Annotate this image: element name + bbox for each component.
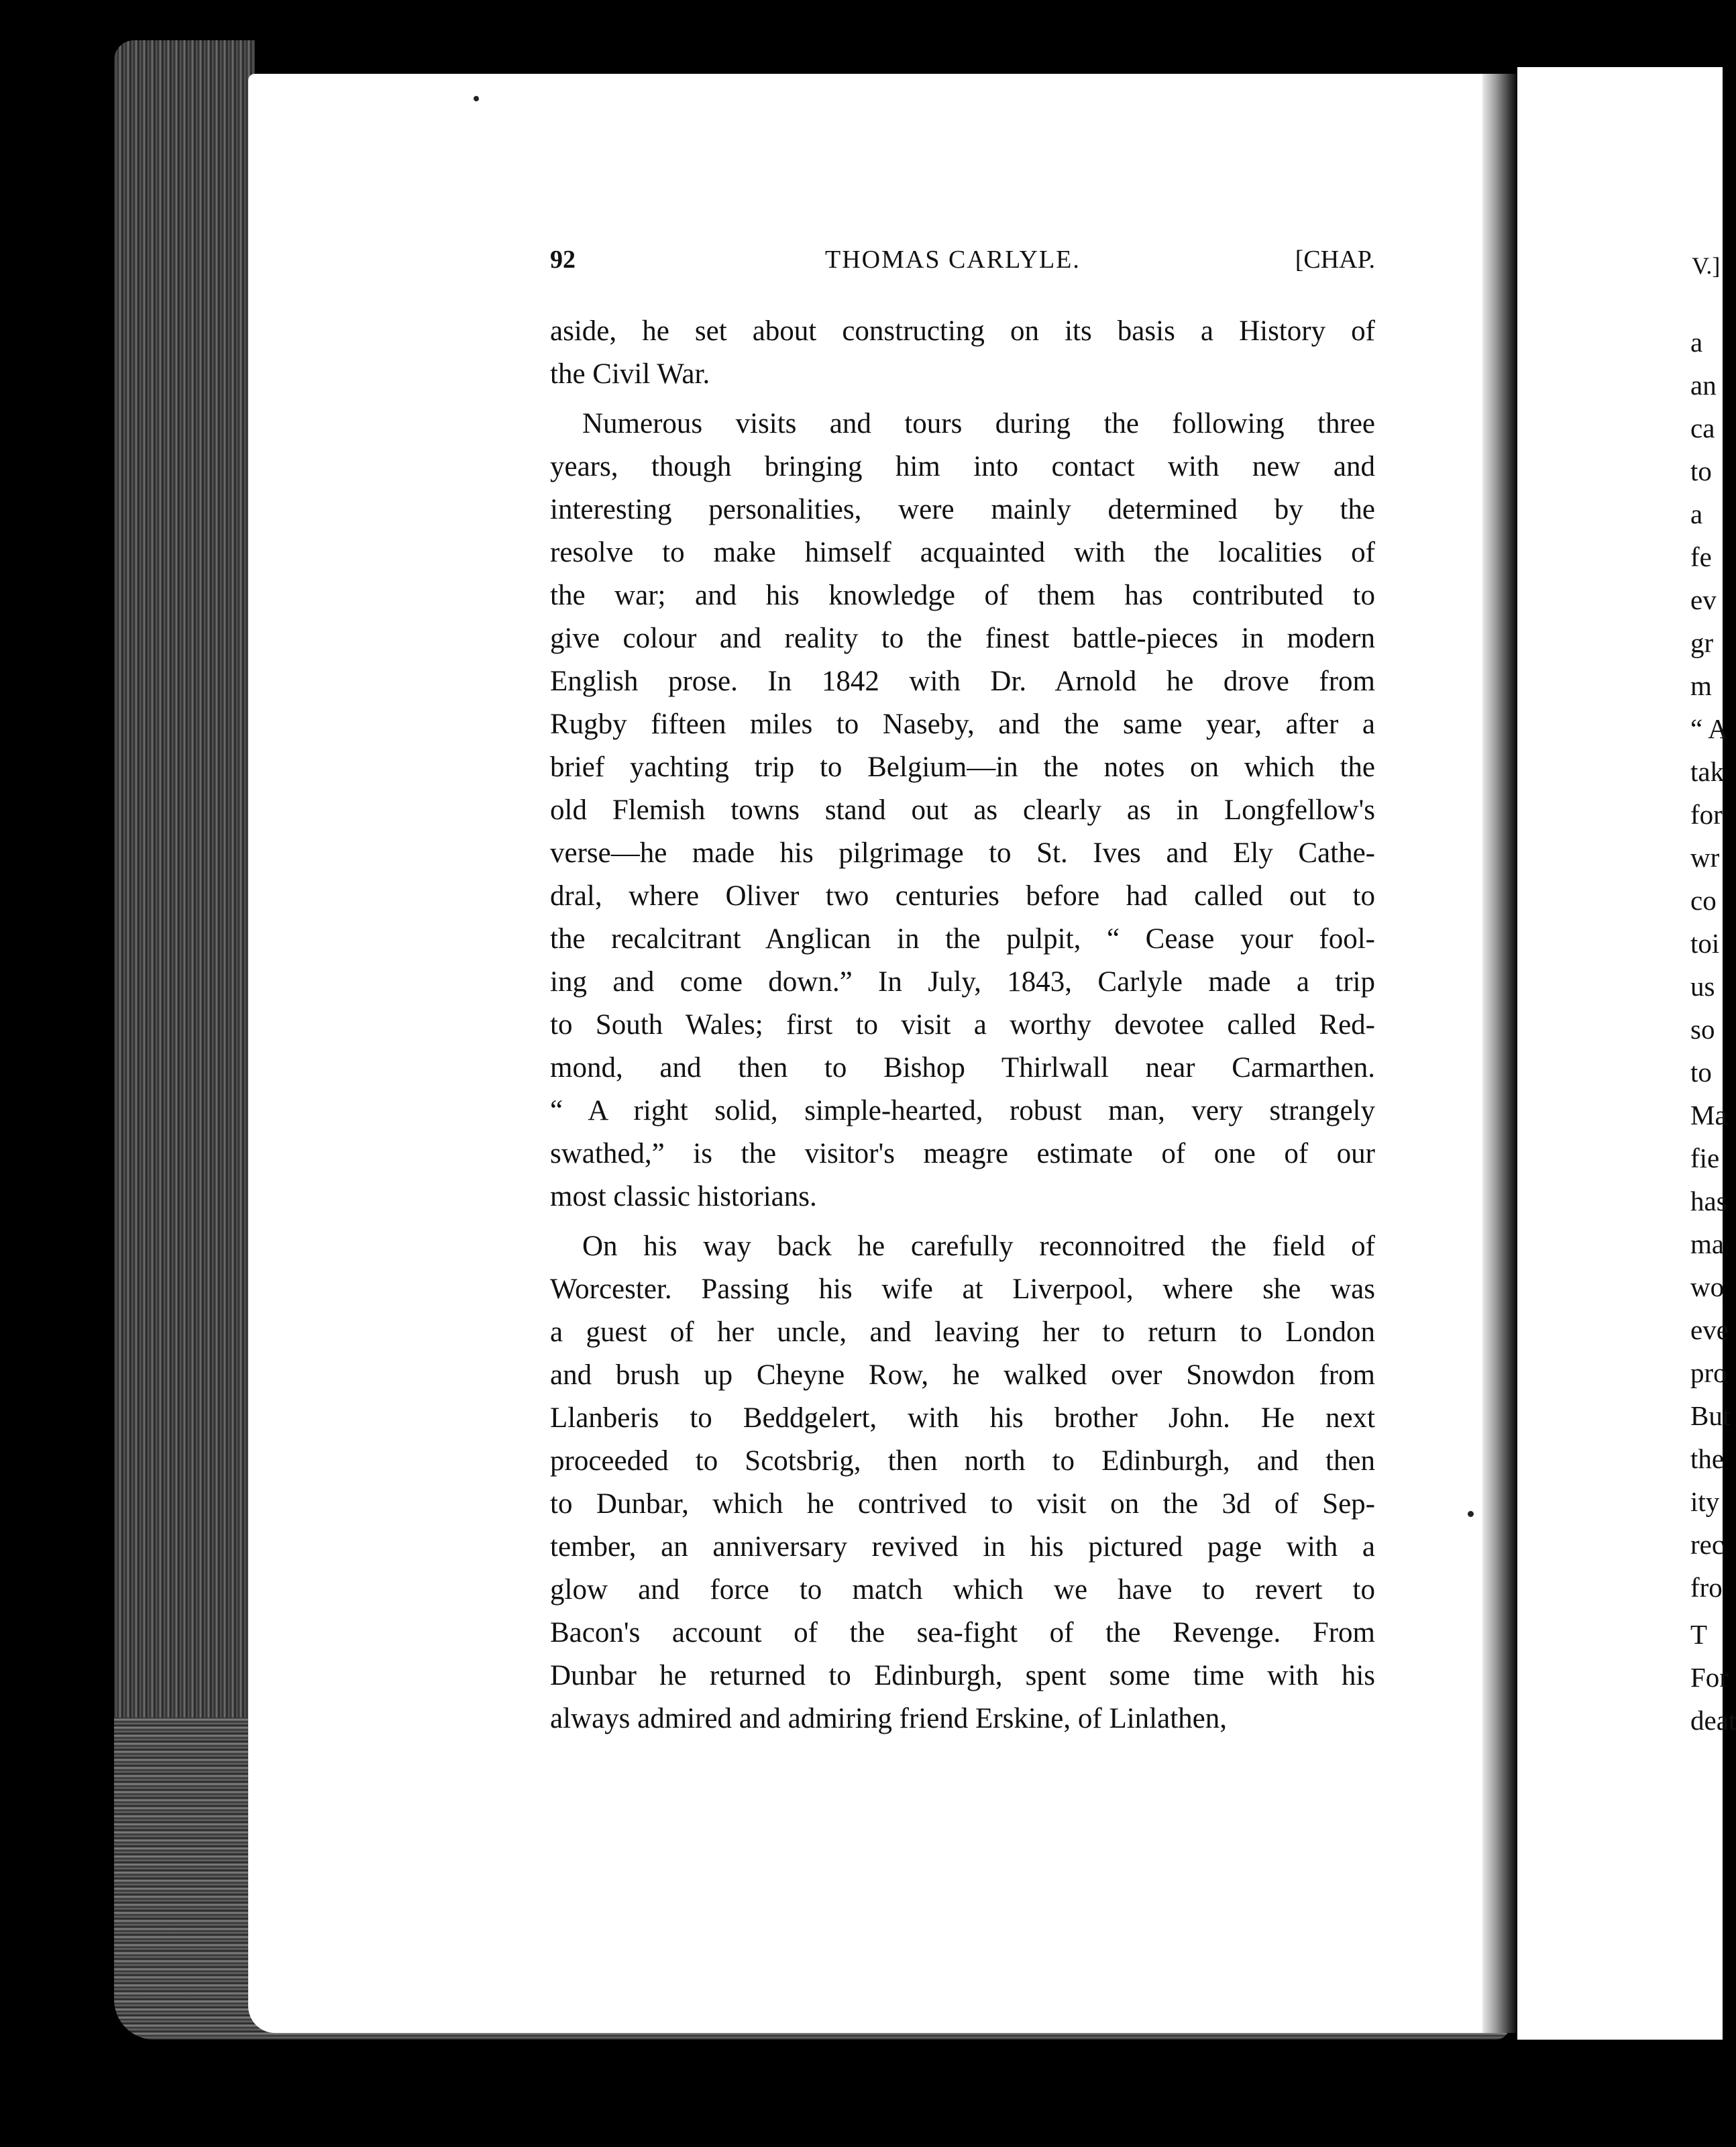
text-line: to Dunbar, which he contrived to visit on the 3d of Sep- [550, 1488, 1375, 1520]
running-head [550, 245, 1375, 285]
text-fragment: toi [1690, 928, 1720, 959]
text-fragment: to [1690, 456, 1712, 486]
body-text [550, 310, 1375, 1740]
text-line: glow and force to match which we have to revert to [550, 1574, 1375, 1606]
text-line: proceeded to Scotsbrig, then north to Edinburgh, and then [550, 1445, 1375, 1477]
text-line: Dunbar he returned to Edinburgh, spent some time with his [550, 1660, 1375, 1691]
stray-mark [474, 96, 479, 101]
text-fragment: But [1690, 1400, 1731, 1431]
text-fragment: the [1690, 1443, 1725, 1474]
text-line: swathed,” is the visitor's meagre estimate of one of our [550, 1138, 1375, 1169]
text-line: the recalcitrant Anglican in the pulpit, “ Cease your fool- [550, 923, 1375, 955]
text-line: “ A right solid, simple-hearted, robust man, very strangely [550, 1095, 1375, 1127]
text-fragment: tak [1690, 756, 1725, 787]
text-line: On his way back he carefully reconnoitred the field of [582, 1230, 1375, 1262]
book-gutter [1482, 74, 1516, 2033]
paragraph [550, 403, 1375, 1218]
text-line: years, though bringing him into contact with new and [550, 451, 1375, 482]
text-line: interesting personalities, were mainly determined by the [550, 494, 1375, 525]
text-fragment: eve [1690, 1314, 1729, 1345]
text-fragment: deat [1690, 1705, 1736, 1736]
text-line: always admired and admiring friend Erskine, of Linlathen, [550, 1703, 1227, 1734]
text-line: Worcester. Passing his wife at Liverpool, where she was [550, 1273, 1375, 1305]
text-line: Llanberis to Beddgelert, with his brother John. He next [550, 1402, 1375, 1434]
text-line: English prose. In 1842 with Dr. Arnold he drove from [550, 666, 1375, 697]
text-line: Bacon's account of the sea-fight of the Revenge. From [550, 1617, 1375, 1648]
text-fragment: ity [1690, 1486, 1720, 1517]
right-page-text-fragments [1690, 321, 1736, 1742]
text-line: give colour and reality to the finest battle-pieces in modern [550, 623, 1375, 654]
text-line: the Civil War. [550, 358, 710, 390]
text-line: old Flemish towns stand out as clearly as in Longfellow's [550, 794, 1375, 826]
text-line: and brush up Cheyne Row, he walked over Snowdon from [550, 1359, 1375, 1391]
text-line: mond, and then to Bishop Thirlwall near Carmarthen. [550, 1052, 1375, 1084]
text-fragment: an [1690, 370, 1717, 401]
page-number: 92 [550, 246, 576, 274]
text-fragment: us [1690, 971, 1715, 1002]
text-fragment: fie [1690, 1143, 1720, 1173]
text-fragment: ev [1690, 584, 1717, 615]
paragraph [550, 310, 1375, 396]
text-fragment: “ A [1690, 713, 1728, 744]
text-fragment: a [1690, 499, 1703, 529]
text-line: ing and come down.” In July, 1843, Carlyle made a trip [550, 966, 1375, 998]
paragraph [550, 1225, 1375, 1740]
text-line: the war; and his knowledge of them has contributed to [550, 580, 1375, 611]
text-fragment: to [1690, 1057, 1712, 1088]
text-fragment: wr [1690, 842, 1720, 873]
text-line: resolve to make himself acquainted with the localities of [550, 537, 1375, 568]
text-fragment: pro [1690, 1357, 1727, 1388]
text-fragment: wo [1690, 1271, 1725, 1302]
text-fragment: has [1690, 1186, 1727, 1216]
text-line: dral, where Oliver two centuries before had called out to [550, 880, 1375, 912]
running-title: THOMAS CARLYLE. [825, 246, 1081, 274]
text-line: aside, he set about constructing on its basis a History of [550, 315, 1375, 347]
text-fragment: a [1690, 327, 1703, 358]
right-chapter-mark: V.] [1692, 252, 1721, 279]
text-line: Numerous visits and tours during the following three [582, 408, 1375, 439]
chapter-mark: [CHAP. [1295, 246, 1375, 274]
text-fragment: Ma [1690, 1100, 1727, 1131]
text-fragment: fe [1690, 541, 1712, 572]
text-fragment: rec [1690, 1529, 1725, 1560]
text-fragment: ma [1690, 1228, 1725, 1259]
text-line: to South Wales; first to visit a worthy devotee called Red- [550, 1009, 1375, 1041]
text-line: brief yachting trip to Belgium—in the notes on which the [550, 751, 1375, 783]
text-fragment: m [1690, 670, 1712, 701]
text-fragment: fro [1690, 1572, 1723, 1603]
stray-mark [1468, 1511, 1474, 1517]
text-fragment: For [1690, 1662, 1729, 1693]
text-fragment: co [1690, 885, 1717, 916]
text-line: tember, an anniversary revived in his pictured page with a [550, 1531, 1375, 1563]
text-fragment: gr [1690, 627, 1714, 658]
text-fragment: so [1690, 1014, 1715, 1045]
text-line: most classic historians. [550, 1181, 817, 1212]
text-fragment: T [1690, 1619, 1708, 1650]
text-line: a guest of her uncle, and leaving her to return to London [550, 1316, 1375, 1348]
text-line: Rugby fifteen miles to Naseby, and the same year, after a [550, 709, 1375, 740]
text-line: verse—he made his pilgrimage to St. Ives and Ely Cathe- [550, 837, 1375, 869]
text-fragment: ca [1690, 413, 1715, 443]
text-fragment: for [1690, 799, 1723, 830]
